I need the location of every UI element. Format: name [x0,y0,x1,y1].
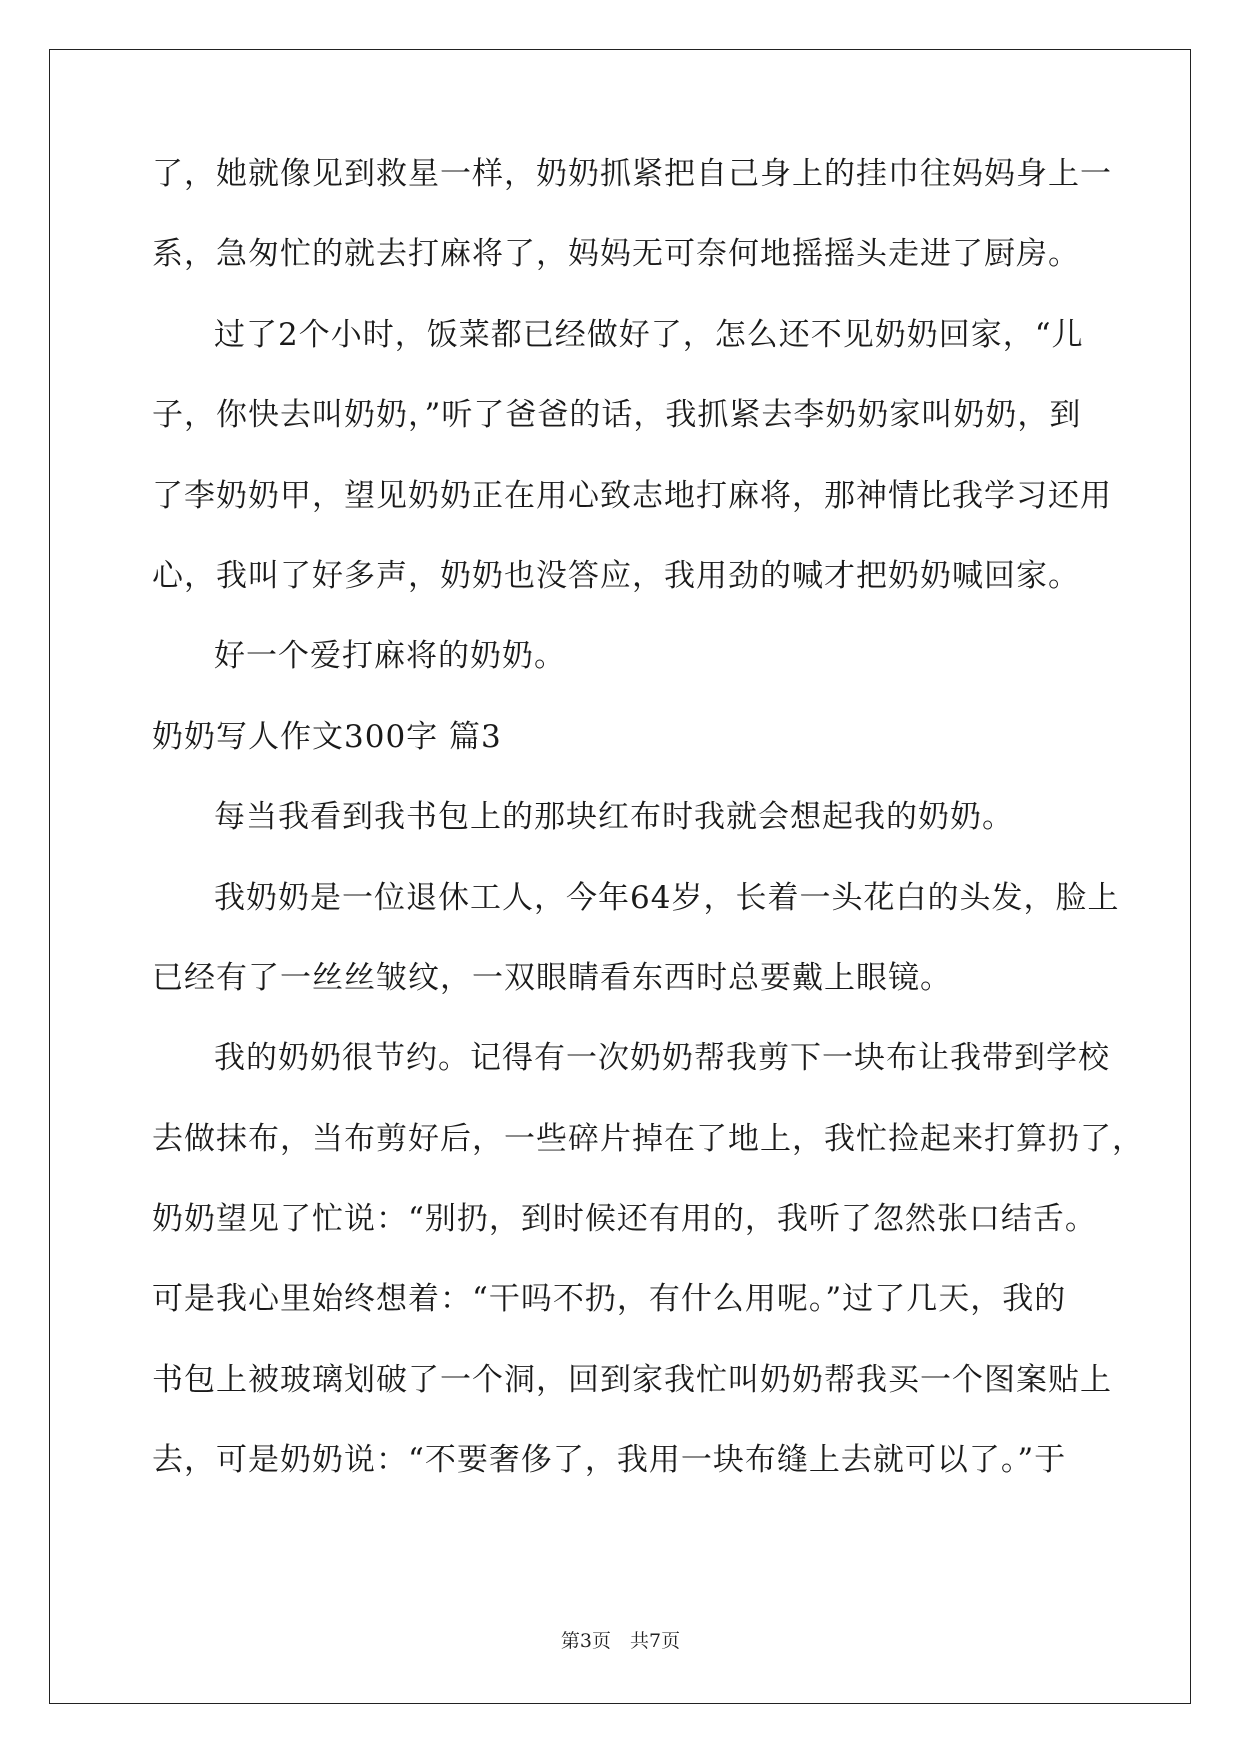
text-line: 可是我心里始终想着：“干吗不扔，有什么用呢。”过了几天，我的 [152,1281,1067,1318]
section-heading: 奶奶写人作文300字 篇3 [152,718,502,755]
document-body [152,150,1144,1517]
text-line: 书包上被玻璃划破了一个洞，回到家我忙叫奶奶帮我买一个图案贴上 [152,1361,1112,1398]
text-line: 了，她就像见到救星一样，奶奶抓紧把自己身上的挂巾往妈妈身上一 [152,156,1112,192]
text-line: 已经有了一丝丝皱纹，一双眼睛看东西时总要戴上眼镜。 [152,959,952,996]
text-line: 了李奶奶甲，望见奶奶正在用心致志地打麻将，那神情比我学习还用 [152,477,1112,514]
text-line: 去做抹布，当布剪好后，一些碎片掉在了地上，我忙捡起来打算扔了， [152,1120,1144,1157]
text-line: 系，急匆忙的就去打麻将了，妈妈无可奈何地摇摇头走进了厨房。 [152,236,1080,273]
paragraph-start-line: 好一个爱打麻将的奶奶。 [214,638,566,675]
text-line: 奶奶望见了忙说：“别扔，到时候还有用的，我听了忽然张口结舌。 [152,1201,1097,1238]
text-line: 心，我叫了好多声，奶奶也没答应，我用劲的喊才把奶奶喊回家。 [152,557,1080,594]
paragraph-start-line: 过了2个小时，饭菜都已经做好了，怎么还不见奶奶回家，“儿 [214,316,1084,353]
paragraph-start-line: 我的奶奶很节约。记得有一次奶奶帮我剪下一块布让我带到学校 [214,1040,1110,1077]
page-number-footer: 第3页 共7页 [560,1630,681,1652]
text-line: 子，你快去叫奶奶，”听了爸爸的话，我抓紧去李奶奶家叫奶奶，到 [152,397,1082,434]
paragraph-start-line: 我奶奶是一位退休工人，今年64岁，长着一头花白的头发，脸上 [214,879,1120,916]
paragraph-start-line: 每当我看到我书包上的那块红布时我就会想起我的奶奶。 [214,799,1014,836]
text-line: 去，可是奶奶说：“不要奢侈了，我用一块布缝上去就可以了。”于 [152,1442,1067,1479]
